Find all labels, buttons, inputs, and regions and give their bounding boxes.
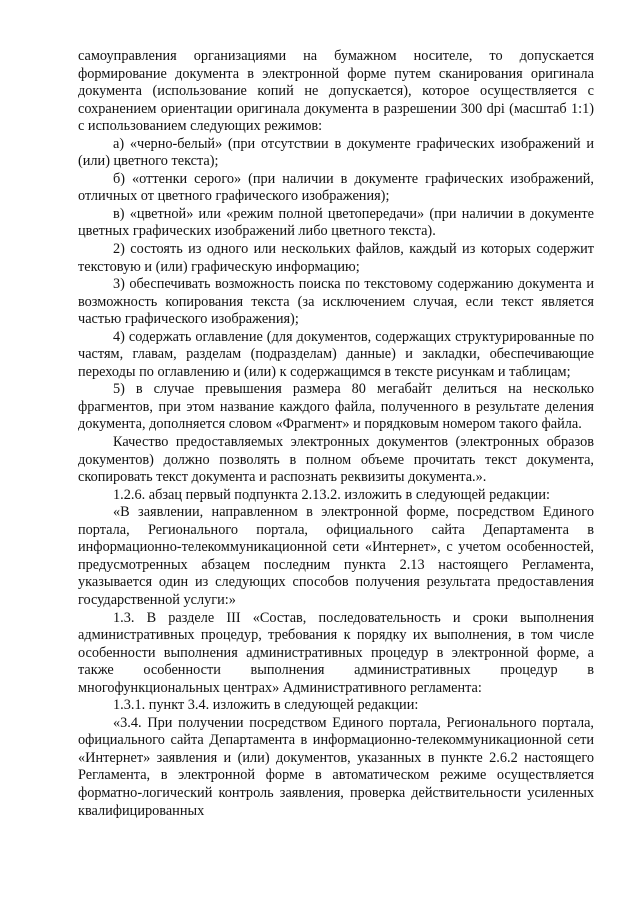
document-page (78, 48, 594, 820)
paragraph-1-3: 1.3. В разделе III «Состав, последовательность и сроки выполнения административных процедур, требования к порядку их выполнения, в том числе особенности выполнения административных процедур в электронной форме, а также особенности выполнения административных процедур в многофункциональных центрах» Административного регламента: (78, 609, 594, 696)
paragraph-mode-grayscale: б) «оттенки серого» (при наличии в документе графических изображений, отличных от цветного графического изображения); (78, 170, 594, 205)
paragraph-electronic-application: «В заявлении, направленном в электронной форме, посредством Единого портала, Регионального портала, официального сайта Департамента в информационно-телекоммуникационной сети «Интернет», с учетом особенностей, предусмотренных абзацем последним пункта 2.13 настоящего Регламента, указывается один из следующих способов получения результата предоставления государственной услуги:» (78, 504, 594, 608)
paragraph-item-4: 4) содержать оглавление (для документов, содержащих структурированные по частям, главам, разделам (подразделам) данные) и закладки, обеспечивающие переходы по оглавлению и (или) к содержащимся в тексте рисункам и таблицам; (78, 328, 594, 380)
paragraph-item-2: 2) состоять из одного или нескольких файлов, каждый из которых содержит текстовую и (или) графическую информацию; (78, 241, 594, 275)
paragraph-1-2-6: 1.2.6. абзац первый подпункта 2.13.2. изложить в следующей редакции: (113, 486, 550, 503)
paragraph-scan-modes-intro: самоуправления организациями на бумажном носителе, то допускается формирование документа в электронной форме путем сканирования оригинала документа (использование копий не допускается), которое осуществляется с сохранением ориентации оригинала документа в разрешении 300 dpi (масштаб 1:1) с использованием следующих режимов: (78, 48, 594, 135)
paragraph-mode-bw: а) «черно-белый» (при отсутствии в документе графических изображений и (или) цветного текста); (78, 135, 594, 170)
paragraph-quality: Качество предоставляемых электронных документов (электронных образов документов) должно позволять в полном объеме прочитать текст документа, скопировать текст документа и распознать реквизиты документа.». (78, 434, 594, 486)
paragraph-mode-color: в) «цветной» или «режим полной цветопередачи» (при наличии в документе цветных графических изображений либо цветного текста). (78, 205, 594, 240)
paragraph-item-5: 5) в случае превышения размера 80 мегабайт делиться на несколько фрагментов, при этом название каждого файла, полученного в результате деления документа, дополняется словом «Фрагмент» и порядковым номером такого файла. (78, 381, 594, 433)
paragraph-item-3: 3) обеспечивать возможность поиска по текстовому содержанию документа и возможность копирования текста (за исключением случая, если текст является частью графического изображения); (78, 276, 594, 328)
paragraph-1-3-1: 1.3.1. пункт 3.4. изложить в следующей редакции: (113, 697, 419, 714)
paragraph-3-4: «3.4. При получении посредством Единого портала, Регионального портала, официального сайта Департамента в информационно-телекоммуникационной сети «Интернет» заявления и (или) документов, указанных в пункте 2.6.2 настоящего Регламента, в электронной форме в автоматическом режиме осуществляется форматно-логический контроль заявления, проверка действительности усиленных квалифицированных (78, 714, 594, 819)
